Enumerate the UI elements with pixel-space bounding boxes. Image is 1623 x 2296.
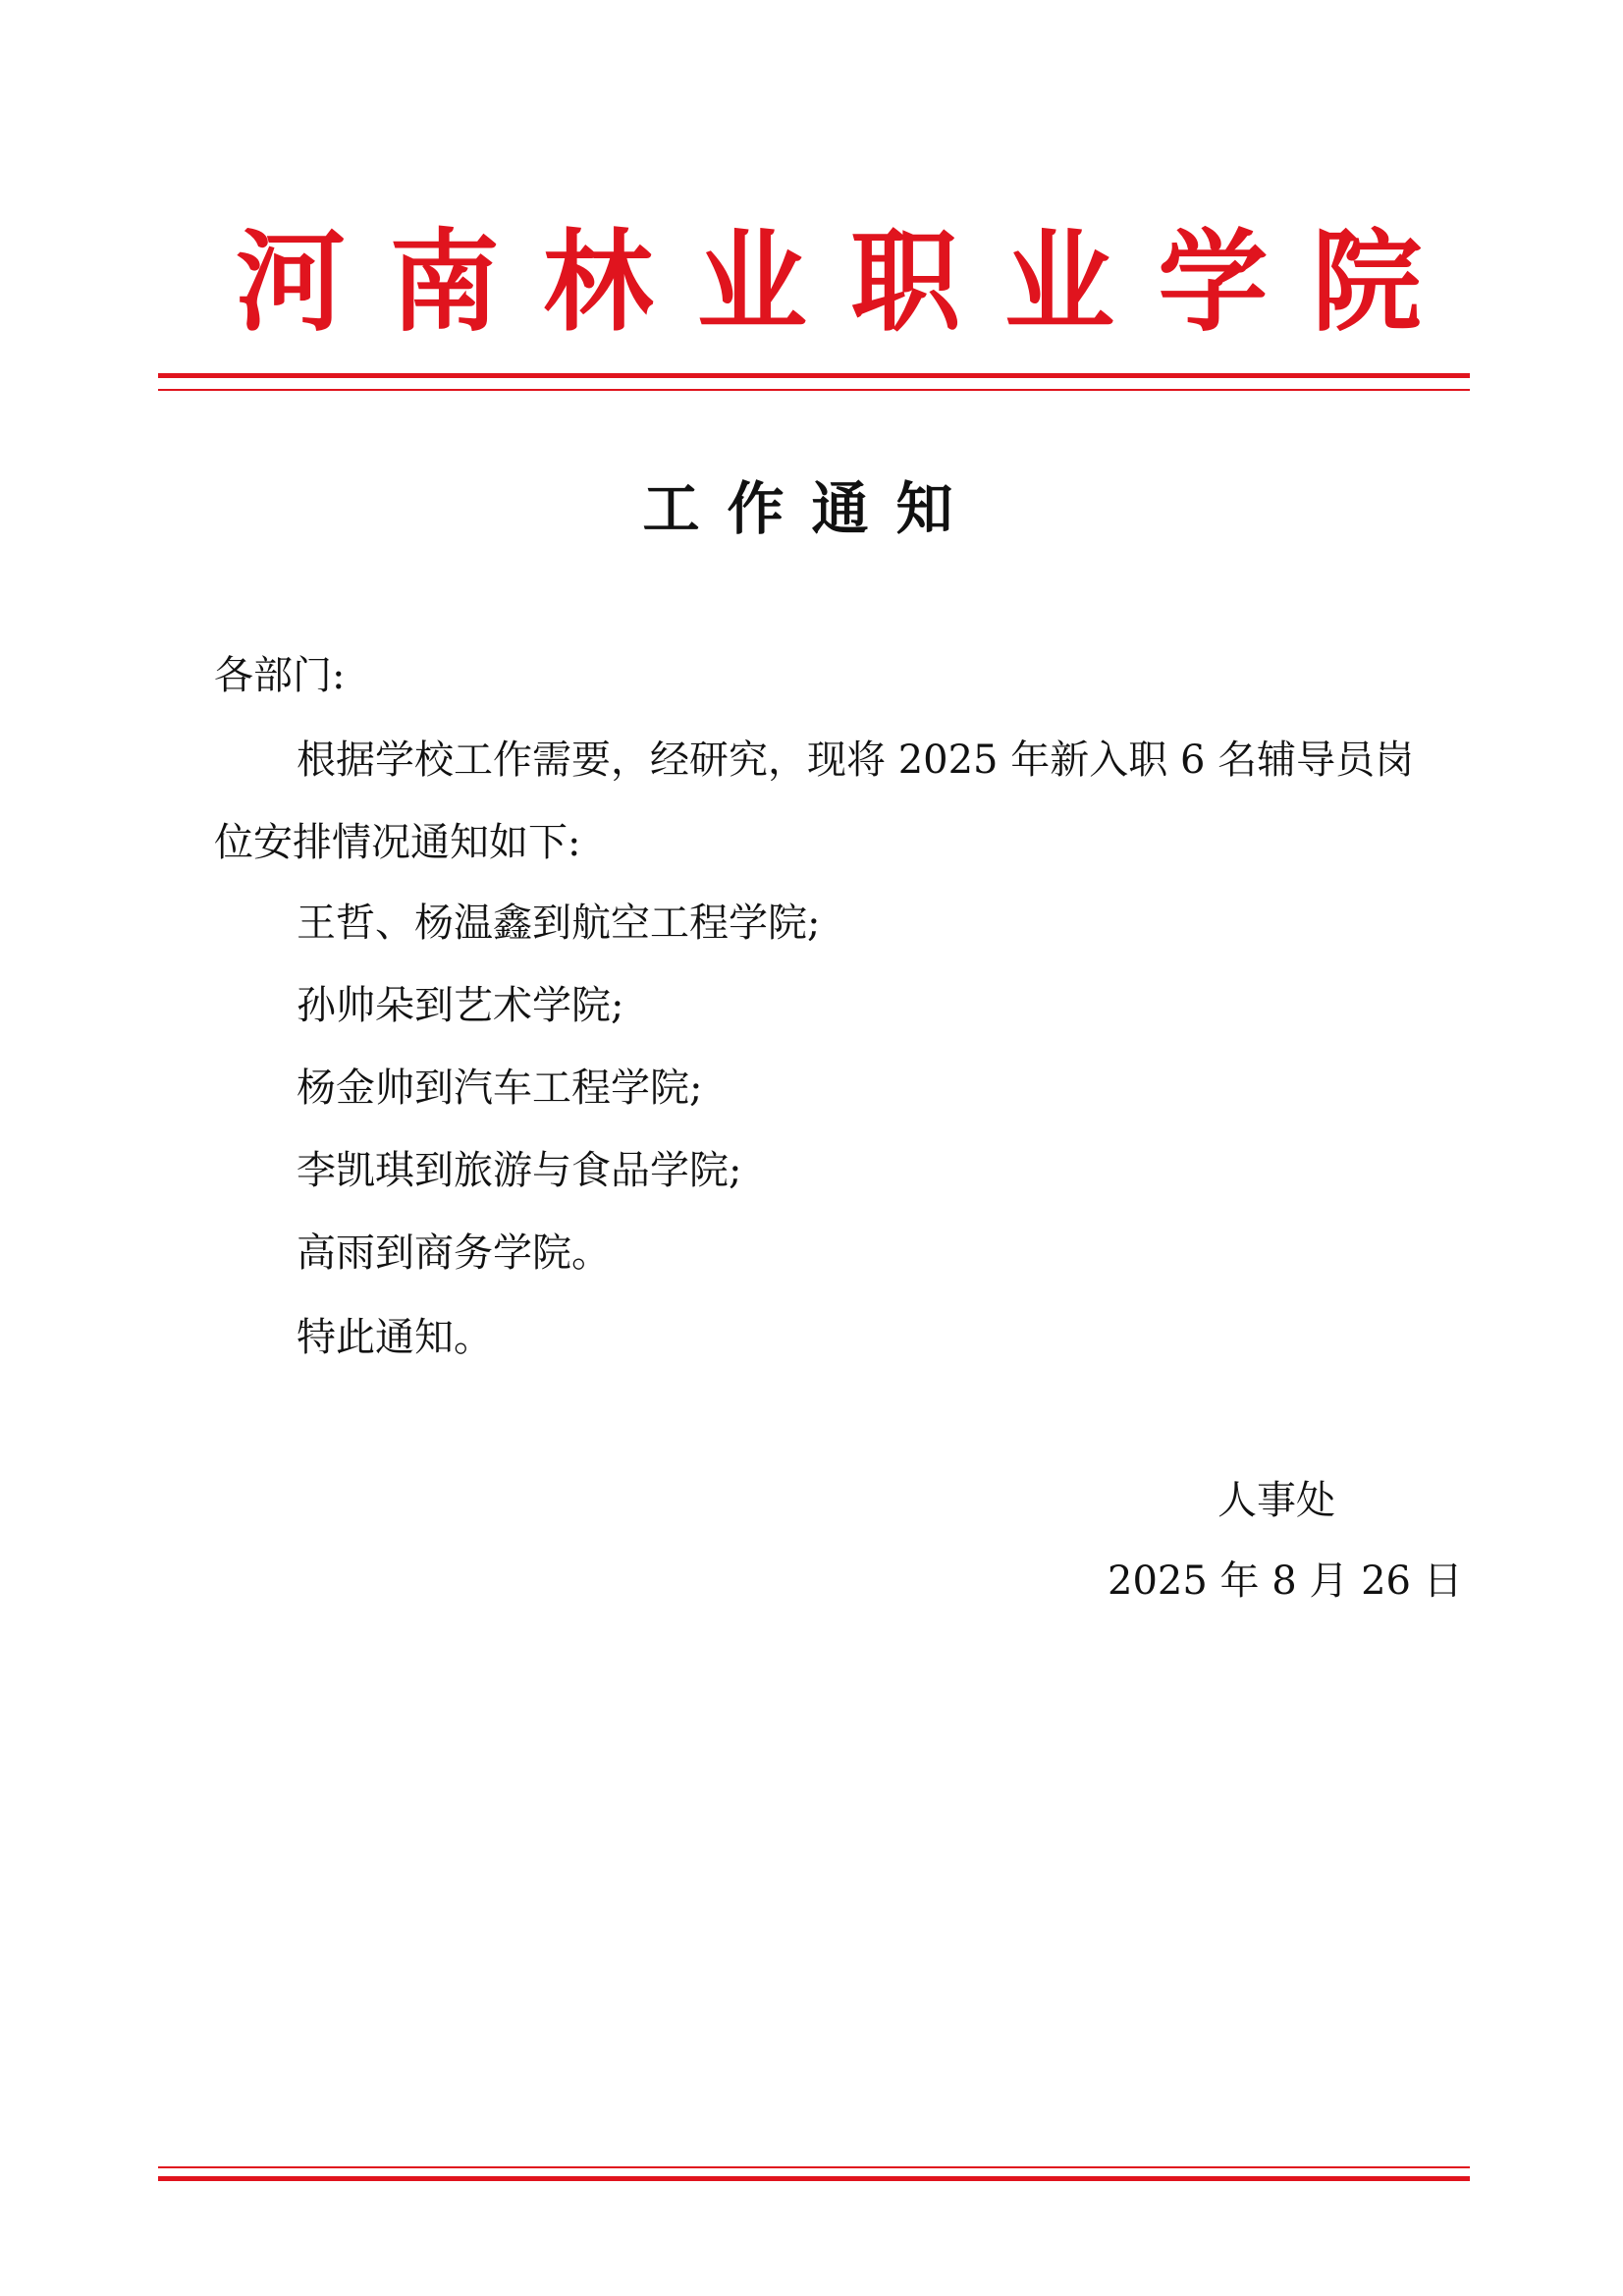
closing-remark: 特此通知。: [297, 1315, 493, 1360]
letterhead-rule-thin: [158, 389, 1470, 391]
assignment-item: 孙帅朵到艺术学院;: [297, 983, 624, 1028]
letterhead-char: 学: [1158, 218, 1269, 347]
assignment-item: 李凯琪到旅游与食品学院;: [297, 1148, 742, 1193]
letterhead-char: 业: [696, 218, 807, 347]
letterhead-char: 院: [1311, 218, 1422, 347]
salutation: 各部门:: [214, 653, 346, 698]
notice-title: 工作通知: [642, 475, 981, 542]
assignment-item: 高雨到商务学院。: [297, 1230, 611, 1276]
letterhead-char: 河: [236, 218, 346, 347]
body-paragraph-line: 位安排情况通知如下:: [214, 820, 581, 865]
body-paragraph-line: 根据学校工作需要，经研究，现将 2025 年新入职 6 名辅导员岗: [297, 738, 1415, 783]
assignment-item: 王哲、杨温鑫到航空工程学院;: [297, 901, 821, 946]
letterhead-char: 林: [543, 218, 654, 347]
footer-rule-thin: [158, 2166, 1470, 2168]
footer-rule-thick: [158, 2176, 1470, 2181]
issue-date: 2025 年 8 月 26 日: [1108, 1558, 1463, 1604]
letterhead-char: 业: [1003, 218, 1114, 347]
letterhead-char: 南: [389, 218, 500, 347]
signer-department: 人事处: [1217, 1478, 1335, 1523]
assignment-list: [297, 896, 820, 1308]
letterhead-title: [236, 214, 1422, 352]
letterhead-char: 职: [850, 218, 961, 347]
assignment-item: 杨金帅到汽车工程学院;: [297, 1066, 703, 1111]
letterhead-rule-thick: [158, 373, 1470, 378]
